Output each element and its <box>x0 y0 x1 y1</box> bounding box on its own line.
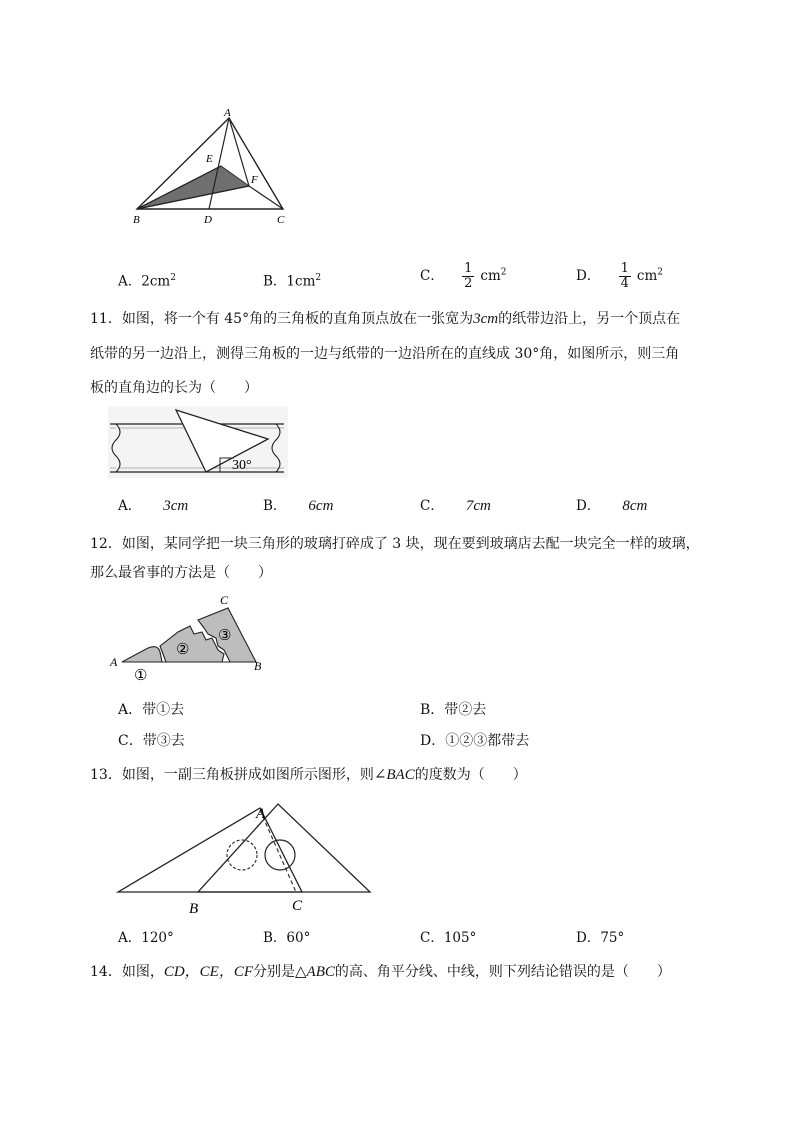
option-letter: D． <box>576 930 601 946</box>
q13-option-b[interactable] <box>263 928 310 948</box>
option-text: 2cm <box>141 273 171 290</box>
option-unit: cm <box>636 268 658 284</box>
label-b: B <box>133 214 140 226</box>
fraction-denominator: 2 <box>464 276 473 291</box>
option-value: 75° <box>600 930 625 946</box>
fraction-denominator: 4 <box>620 276 629 291</box>
shaded-triangle <box>137 166 249 209</box>
q11-figure <box>108 406 288 478</box>
q13-line <box>90 765 527 785</box>
q10-option-d[interactable] <box>576 262 663 291</box>
option-letter: D． <box>420 733 446 749</box>
q13-text-part: 13．如图，一副三角板拼成如图所示图形，则 <box>90 767 374 783</box>
q14-text-part: 分别是 <box>253 964 296 980</box>
label-e: E <box>206 153 213 165</box>
label-b: B <box>189 901 199 917</box>
label-c: C <box>292 898 303 914</box>
q11-option-a[interactable] <box>118 496 188 516</box>
q13-math: ∠BAC <box>373 767 415 783</box>
option-letter: C． <box>420 268 444 284</box>
option-value: 8cm <box>622 498 648 514</box>
option-letter: B． <box>263 930 287 946</box>
option-letter: A． <box>118 702 143 718</box>
segment-fc <box>249 186 283 209</box>
option-letter: A． <box>118 273 142 290</box>
q10-option-c[interactable] <box>420 262 507 291</box>
option-text: ①②③都带去 <box>445 733 530 749</box>
q12-option-c[interactable] <box>118 731 185 751</box>
option-letter: C． <box>420 930 444 946</box>
q11-line-2: 纸带的另一边沿上，测得三角板的一边与纸带的一边沿所在的直线成 30°角，如图所示，则三角 <box>90 346 680 362</box>
fraction <box>462 262 474 291</box>
option-letter: B． <box>263 273 287 290</box>
q12-figure <box>108 592 268 684</box>
q12-option-d[interactable] <box>420 731 529 751</box>
option-letter: C． <box>118 733 143 749</box>
label-a: A <box>256 806 266 822</box>
option-letter: B． <box>263 498 287 514</box>
label-piece-1: ① <box>134 668 148 684</box>
option-text: 带①去 <box>142 702 185 718</box>
label-a: A <box>224 107 231 119</box>
q13-option-c[interactable] <box>420 928 476 948</box>
q12-line-1: 12．如图，某同学把一块三角形的玻璃打碎成了 3 块，现在要到玻璃店去配一块完全一样的玻璃， <box>90 536 700 552</box>
label-a: A <box>110 655 118 669</box>
q14-text-part: 的高、角平分线、中线，则下列结论错误的是（ ） <box>334 964 671 980</box>
fraction-numerator: 1 <box>620 261 629 276</box>
angle-label: 30° <box>232 458 252 473</box>
q11-line-3: 板的直角边的长为（ ） <box>90 380 258 396</box>
q12-option-b[interactable] <box>420 700 486 720</box>
q13-option-a[interactable] <box>118 928 174 948</box>
option-letter: A． <box>118 930 142 946</box>
fraction <box>619 262 631 291</box>
label-piece-2: ② <box>176 642 190 658</box>
label-d: D <box>204 214 212 226</box>
label-f: F <box>251 174 258 186</box>
option-letter: D． <box>576 268 601 284</box>
option-value: 6cm <box>308 498 334 514</box>
option-value: 7cm <box>465 498 491 514</box>
option-sup: 2 <box>500 267 507 278</box>
option-value: 3cm <box>163 498 189 514</box>
option-sup: 2 <box>315 273 322 283</box>
glass-piece-1 <box>122 647 162 662</box>
q13-text-part: 的度数为（ ） <box>414 767 527 783</box>
q11-option-c[interactable] <box>420 496 491 516</box>
q10-option-b[interactable] <box>263 268 321 292</box>
q11-math: 3cm <box>473 311 499 327</box>
option-letter: C． <box>420 498 444 514</box>
q12-option-a[interactable] <box>118 700 184 720</box>
label-piece-3: ③ <box>218 628 232 644</box>
label-b: B <box>254 659 262 673</box>
q13-figure <box>112 800 378 918</box>
option-unit: cm <box>480 268 501 284</box>
q12-line-2: 那么最省事的方法是（ ） <box>90 565 272 581</box>
label-c: C <box>220 593 229 607</box>
fraction-numerator: 1 <box>464 261 473 276</box>
q10-figure <box>125 100 295 235</box>
q11-text-part: 11．如图，将一个有 45°角的三角板的直角顶点放在一张宽为 <box>90 311 474 327</box>
option-text: 1cm <box>286 273 316 290</box>
option-sup: 2 <box>657 267 664 278</box>
option-value: 105° <box>443 930 477 946</box>
option-value: 120° <box>141 930 174 946</box>
q14-math: △ABC <box>295 964 335 980</box>
q14-math: CD，CE，CF <box>163 964 254 980</box>
option-letter: A． <box>118 498 142 514</box>
q11-option-b[interactable] <box>263 496 333 516</box>
option-letter: D． <box>576 498 601 514</box>
q14-text-part: 14．如图， <box>90 964 164 980</box>
option-text: 带③去 <box>142 733 185 749</box>
q14-line <box>90 962 671 982</box>
option-sup: 2 <box>170 273 176 283</box>
q13-option-d[interactable] <box>576 928 624 948</box>
q11-option-d[interactable] <box>576 496 647 516</box>
label-c: C <box>277 214 285 226</box>
option-letter: B． <box>420 702 445 718</box>
q10-option-a[interactable] <box>118 268 176 292</box>
option-value: 60° <box>286 930 311 946</box>
q11-line-1 <box>90 309 680 329</box>
option-text: 带②去 <box>444 702 487 718</box>
q11-text-part: 的纸带边沿上，另一个顶点在 <box>498 311 681 327</box>
